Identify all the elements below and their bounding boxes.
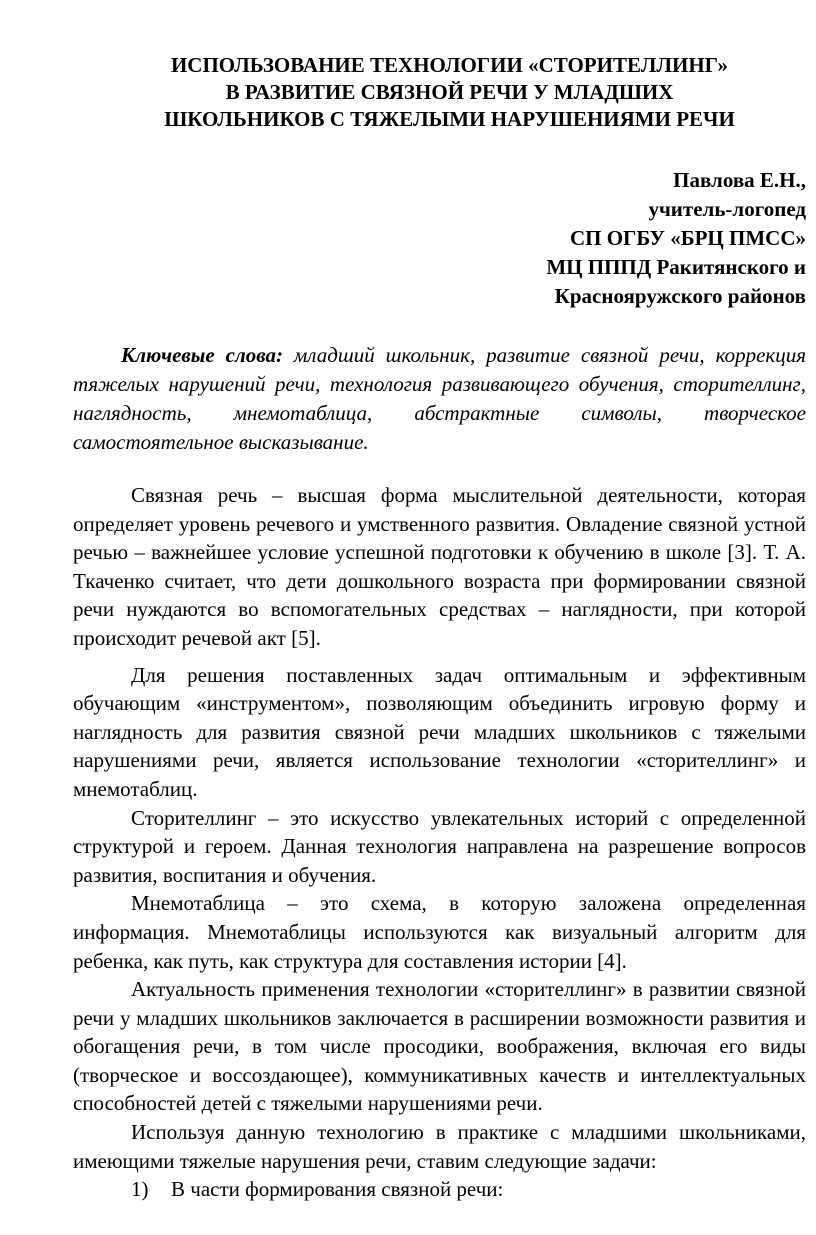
- author-block: [73, 166, 806, 311]
- body-paragraph: Актуальность применения технологии «сторителлинг» в развитии связной речи у младших школьников заключается в расширении возможности развития и обогащения речи, в том числе просодики, воображения, включая его виды (творческое и воссоздающее), коммуникативных качеств и интеллектуальных способностей детей с тяжелыми нарушениями речи.: [73, 977, 806, 1116]
- list-item-number: 1): [131, 1177, 149, 1202]
- author-name: Павлова Е.Н.,: [673, 168, 806, 192]
- title-line-3: ШКОЛЬНИКОВ С ТЯЖЕЛЫМИ НАРУШЕНИЯМИ РЕЧИ: [164, 107, 735, 131]
- keywords-paragraph: [73, 341, 806, 457]
- author-org-3: Краснояружского районов: [554, 284, 806, 308]
- body-paragraph: Для решения поставленных задач оптимальным и эффективным обучающим «инструментом», позволяющим объединить игровую форму и наглядность для развития связной речи младших школьников с тяжелыми нарушениями речи, является использование технологии «сторителлинг» и мнемотаблиц.: [73, 662, 806, 801]
- body-paragraph: Связная речь – высшая форма мыслительной деятельности, которая определяет уровень речевого и умственного развития. Овладение связной устной речью – важнейшее условие успешной подготовки к обучению в школе [3]. Т. А. Ткаченко считает, что дети дошкольного возраста при формировании связной речи нуждаются во вспомогательных средствах – наглядности, при которой происходит речевой акт [5].: [73, 483, 806, 650]
- body-paragraph: Мнемотаблица – это схема, в которую заложена определенная информация. Мнемотаблицы используются как визуальный алгоритм для ребенка, как путь, как структура для составления истории [4].: [73, 891, 806, 973]
- list-item-text: В части формирования связной речи:: [171, 1177, 504, 1202]
- list-item: [73, 1175, 806, 1203]
- author-org-2: МЦ ПППД Ракитянского и: [546, 255, 806, 279]
- body-paragraph: Используя данную технологию в практике с младшими школьниками, имеющими тяжелые нарушения речи, ставим следующие задачи:: [73, 1120, 806, 1173]
- article-body: [73, 481, 806, 1203]
- keywords-text: младший школьник, развитие связной речи, коррекция тяжелых нарушений речи, технология развивающего обучения, сторителлинг, наглядность, мнемотаблица, абстрактные символы, творческое самостоятельное высказывание.: [73, 343, 806, 454]
- author-position: учитель-логопед: [648, 197, 806, 221]
- document-page: [73, 52, 806, 1203]
- author-org-1: СП ОГБУ «БРЦ ПМСС»: [569, 226, 806, 250]
- title-line-2: В РАЗВИТИЕ СВЯЗНОЙ РЕЧИ У МЛАДШИХ: [225, 80, 674, 104]
- keywords-label: Ключевые слова:: [121, 343, 283, 367]
- title-line-1: ИСПОЛЬЗОВАНИЕ ТЕХНОЛОГИИ «СТОРИТЕЛЛИНГ»: [170, 53, 729, 77]
- body-paragraph: Сторителлинг – это искусство увлекательных историй с определенной структурой и героем. Данная технология направлена на разрешение вопросов развития, воспитания и обучения.: [73, 805, 806, 887]
- article-title: [73, 52, 806, 133]
